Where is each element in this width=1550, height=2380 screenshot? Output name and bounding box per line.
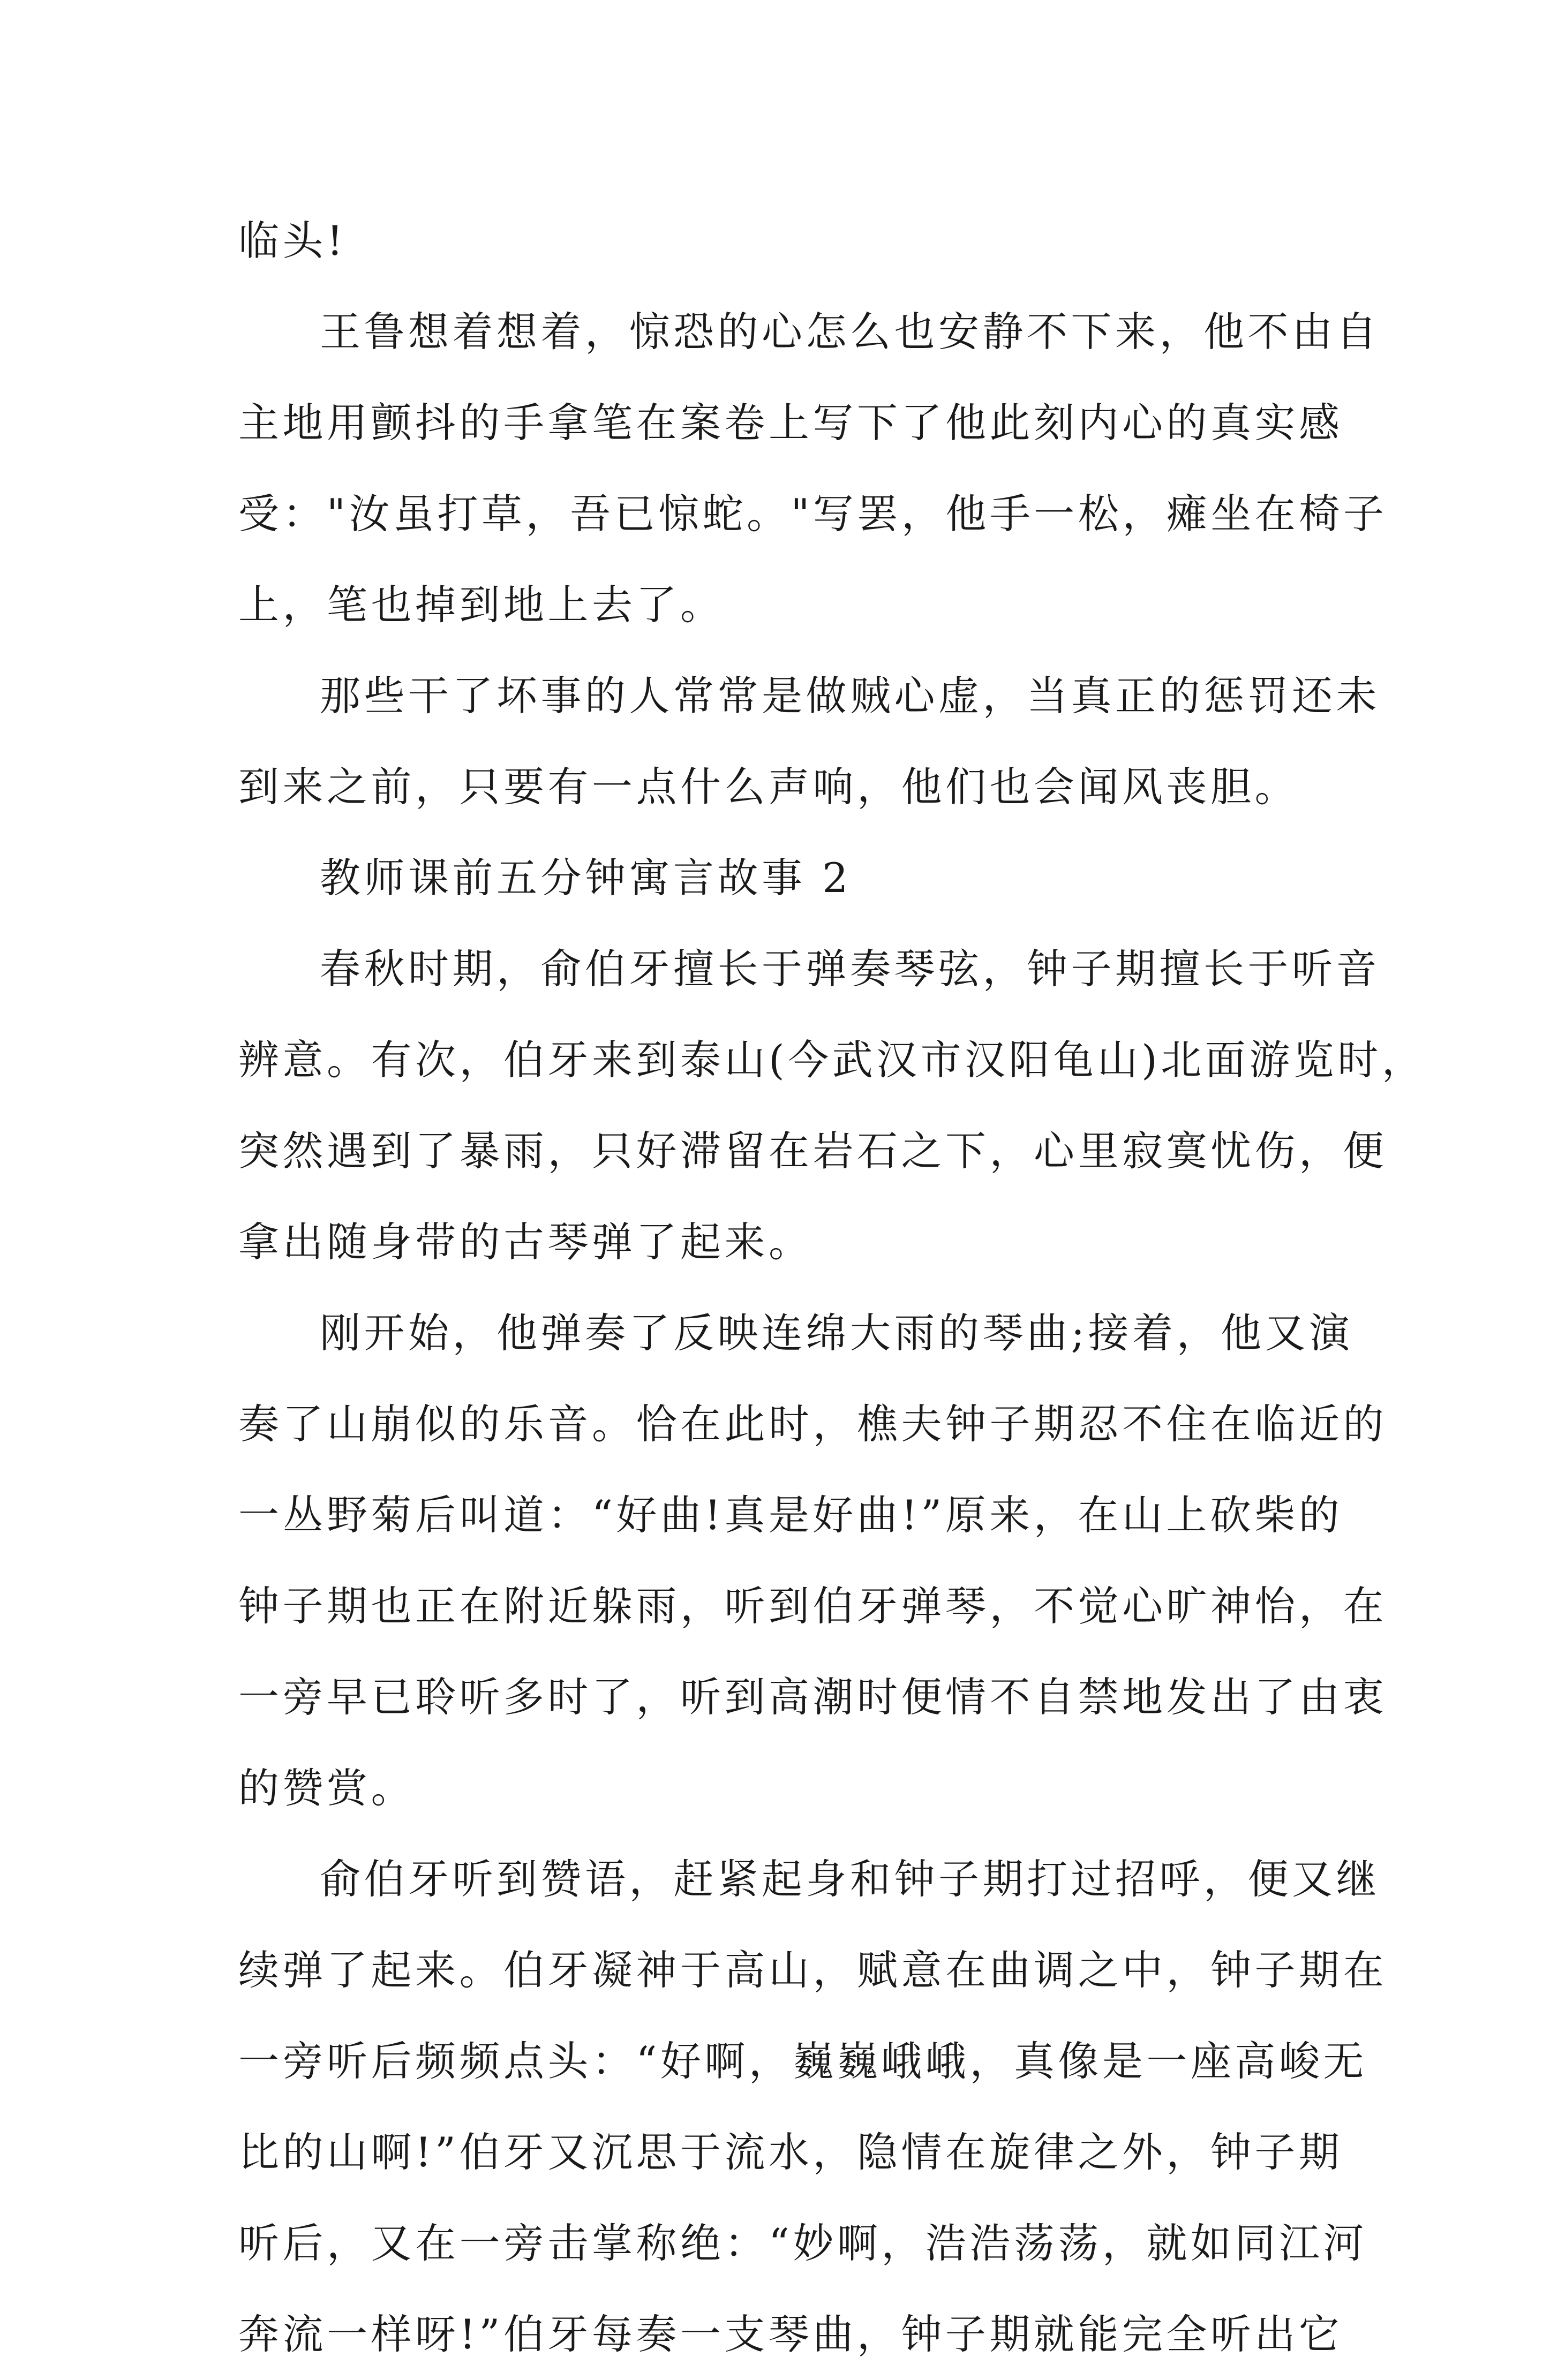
text-line: 一旁早已聆听多时了，听到高潮时便情不自禁地发出了由衷 <box>238 1673 1387 1721</box>
section-heading: 教师课前五分钟寓言故事 2 <box>320 854 852 902</box>
text-line: 的赞赏。 <box>238 1764 415 1812</box>
text-line: 辨意。有次，伯牙来到泰山(今武汉市汉阳龟山)北面游览时， <box>238 1036 1426 1084</box>
text-line: 奔流一样呀!”伯牙每奏一支琴曲，钟子期就能完全听出它 <box>238 2310 1343 2358</box>
text-line: 受："汝虽打草，吾已惊蛇。"写罢，他手一松，瘫坐在椅子 <box>238 490 1388 538</box>
text-line: 一丛野菊后叫道：“好曲!真是好曲!”原来，在山上砍柴的 <box>238 1491 1343 1539</box>
text-line: 到来之前，只要有一点什么声响，他们也会闻风丧胆。 <box>238 763 1299 811</box>
text-line: 主地用颤抖的手拿笔在案卷上写下了他此刻内心的真实感 <box>238 399 1343 447</box>
text-line: 奏了山崩似的乐音。恰在此时，樵夫钟子期忍不住在临近的 <box>238 1400 1387 1448</box>
text-line: 钟子期也正在附近躲雨，听到伯牙弹琴，不觉心旷神怡，在 <box>238 1582 1387 1630</box>
paragraph-start-line: 那些干了坏事的人常常是做贼心虚，当真正的惩罚还未 <box>320 672 1380 720</box>
text-line: 比的山啊!”伯牙又沉思于流水，隐情在旋律之外，钟子期 <box>238 2128 1343 2176</box>
paragraph-start-line: 俞伯牙听到赞语，赶紧起身和钟子期打过招呼，便又继 <box>320 1855 1380 1903</box>
text-line: 拿出随身带的古琴弹了起来。 <box>238 1218 813 1266</box>
text-line: 上，笔也掉到地上去了。 <box>238 581 725 629</box>
text-line: 续弹了起来。伯牙凝神于高山，赋意在曲调之中，钟子期在 <box>238 1946 1387 1994</box>
text-line: 一旁听后频频点头：“好啊，巍巍峨峨，真像是一座高峻无 <box>238 2037 1367 2085</box>
text-line: 临头! <box>238 217 347 265</box>
document-body <box>238 195 1426 2380</box>
text-line: 突然遇到了暴雨，只好滞留在岩石之下，心里寂寞忧伤，便 <box>238 1127 1387 1175</box>
text-line: 听后，又在一旁击掌称绝：“妙啊，浩浩荡荡，就如同江河 <box>238 2219 1367 2267</box>
paragraph-start-line: 王鲁想着想着，惊恐的心怎么也安静不下来，他不由自 <box>320 308 1380 356</box>
paragraph-start-line: 春秋时期，俞伯牙擅长于弹奏琴弦，钟子期擅长于听音 <box>320 945 1380 993</box>
paragraph-start-line: 刚开始，他弹奏了反映连绵大雨的琴曲;接着，他又演 <box>320 1309 1353 1357</box>
